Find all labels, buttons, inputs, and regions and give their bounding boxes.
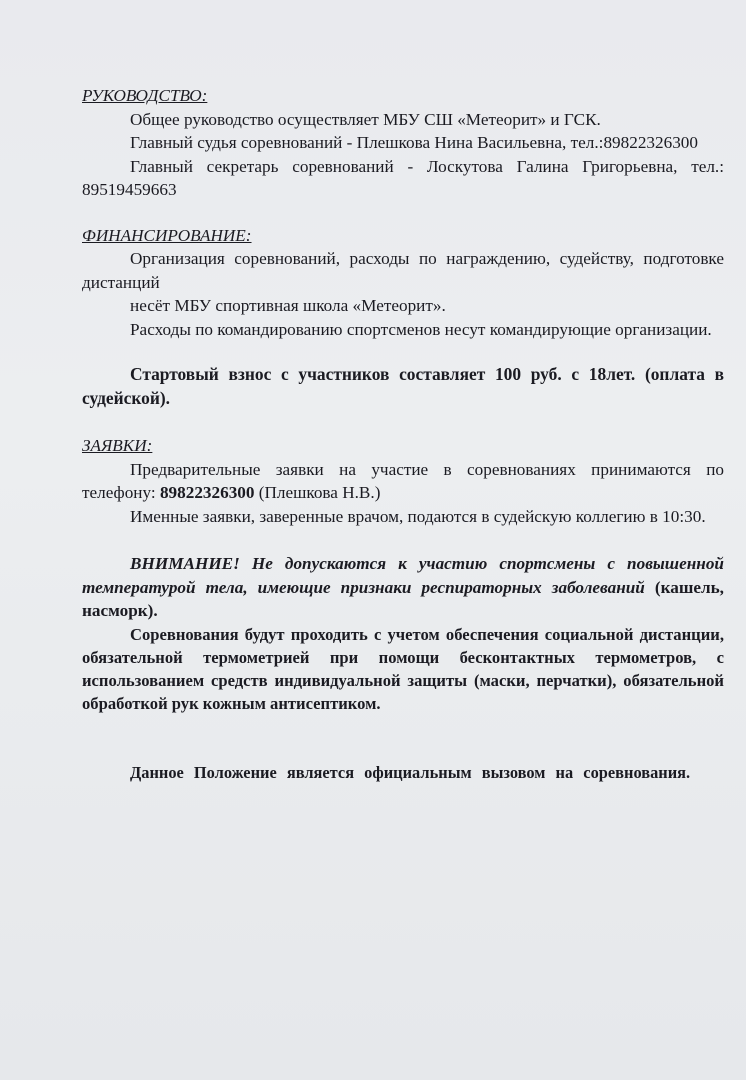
closing-statement: Данное Положение является официальным вызовом на соревнования. <box>130 762 691 782</box>
warning-symptoms: (кашель, насморк). <box>82 577 724 620</box>
financing-travel: Расходы по командированию спортсменов несут командирующие организации. <box>130 319 712 339</box>
management-secretary: Главный секретарь соревнований - Лоскутова Галина Григорьевна, тел.: 89519459663 <box>82 156 724 199</box>
warning-paragraph <box>82 552 724 623</box>
financing-heading: ФИНАНСИРОВАНИЕ: <box>82 225 252 245</box>
applications-contact: (Плешкова Н.В.) <box>254 483 381 502</box>
financing-organization: Организация соревнований, расходы по награждению, судейству, подготовке дистанций <box>82 249 724 292</box>
applications-heading: ЗАЯВКИ: <box>82 436 153 455</box>
start-fee: Стартовый взнос с участников составляет 100 руб. с 18лет. (оплата в судейской). <box>82 364 724 408</box>
applications-preliminary <box>82 458 724 505</box>
covid-measures: Соревнования будут проходить с учетом обеспечения социальной дистанции, обязательной термометрией при помощи бесконтактных термометров, с использованием средств индивидуальной защиты (маски, перчатки), обязательной обработкой рук кожным антисептиком. <box>82 624 724 713</box>
applications-named: Именные заявки, заверенные врачом, подаются в судейскую коллегию в 10:30. <box>130 506 706 526</box>
management-general: Общее руководство осуществляет МБУ СШ «Метеорит» и ГСК. <box>130 109 601 129</box>
management-heading: РУКОВОДСТВО: <box>82 86 208 105</box>
applications-phone: 89822326300 <box>159 483 255 502</box>
applications-preliminary-text: Предварительные заявки на участие в соревнованиях принимаются по телефону: <box>82 459 724 502</box>
warning-text: ВНИМАНИЕ! Не допускаются к участию спортсмены с повышенной температурой тела, имеющие признаки респираторных заболеваний <box>82 554 724 597</box>
management-judge: Главный судья соревнований - Плешкова Нина Васильевна, тел.:89822326300 <box>130 133 698 152</box>
financing-bearer: несёт МБУ спортивная школа «Метеорит». <box>130 296 446 315</box>
